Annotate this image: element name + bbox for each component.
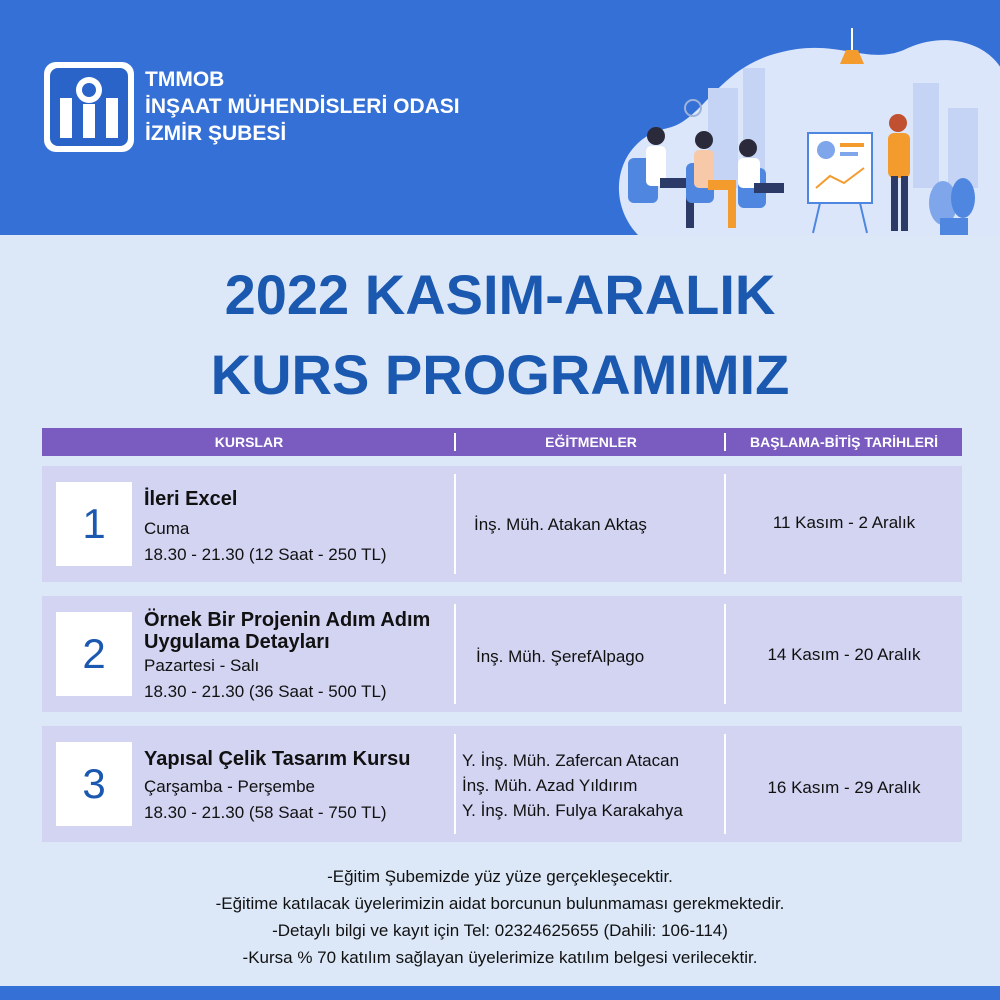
trainers-list: [476, 644, 738, 669]
trainer-name: Y. İnş. Müh. Zafercan Atacan: [462, 751, 680, 770]
note-line: -Eğitime katılacak üyelerimizin aidat borcunun bulunmaması gerekmektedir.: [215, 894, 785, 913]
course-time: 18.30 - 21.30 (12 Saat - 250 TL): [144, 545, 387, 564]
course-name: Yapısal Çelik Tasarım Kursu: [144, 748, 411, 770]
note-line: -Eğitim Şubemizde yüz yüze gerçekleşecektir.: [327, 867, 673, 886]
notes-section: [0, 863, 1000, 971]
course-time: 18.30 - 21.30 (36 Saat - 500 TL): [144, 682, 387, 701]
header-trainers: EĞİTMENLER: [545, 434, 637, 450]
trainers-list: [462, 748, 724, 823]
course-dates: 11 Kasım - 2 Aralık: [772, 513, 916, 532]
page-title-line-2: KURS PROGRAMIMIZ: [210, 343, 790, 406]
footer-bar: [0, 986, 1000, 1000]
org-line-2: İNŞAAT MÜHENDİSLERİ ODASI: [145, 95, 460, 118]
table-row: [42, 466, 962, 582]
row-number: 3: [56, 742, 132, 826]
org-line-3: İZMİR ŞUBESİ: [145, 122, 287, 145]
course-name: Örnek Bir Projenin Adım Adım: [144, 609, 431, 631]
trainer-name: İnş. Müh. Atakan Aktaş: [474, 515, 647, 534]
course-dates: 16 Kasım - 29 Aralık: [767, 778, 921, 797]
header-banner: [0, 0, 1000, 235]
row-number: 2: [56, 612, 132, 696]
course-time: 18.30 - 21.30 (58 Saat - 750 TL): [144, 803, 387, 822]
table-row: [42, 596, 962, 712]
org-line-1: TMMOB: [145, 68, 225, 91]
table-row: [42, 726, 962, 842]
page-title-line-1: 2022 KASIM-ARALIK: [224, 263, 776, 326]
column-divider: [454, 734, 456, 834]
course-name-cont: Uygulama Detayları: [144, 631, 330, 653]
organization-name: [145, 66, 460, 147]
course-days: Çarşamba - Perşembe: [144, 777, 316, 796]
trainer-name: İnş. Müh. Azad Yıldırım: [462, 776, 638, 795]
trainer-name: Y. İnş. Müh. Fulya Karakahya: [462, 801, 683, 820]
course-info: [144, 609, 430, 705]
course-info: [144, 748, 410, 826]
trainers-list: [474, 512, 736, 537]
course-days: Pazartesi - Salı: [144, 656, 260, 675]
column-divider: [454, 474, 456, 574]
course-days: Cuma: [144, 519, 190, 538]
note-line: -Detaylı bilgi ve kayıt için Tel: 02324625655 (Dahili: 106-114): [272, 921, 728, 940]
course-dates: 14 Kasım - 20 Aralık: [767, 645, 921, 664]
column-divider: [454, 604, 456, 704]
imo-logo-icon: [44, 62, 134, 152]
note-line: -Kursa % 70 katılım sağlayan üyelerimize katılım belgesi verilecektir.: [242, 948, 758, 967]
table-header: [42, 428, 962, 456]
header-dates: BAŞLAMA-BİTİŞ TARİHLERİ: [750, 434, 938, 450]
row-number: 1: [56, 482, 132, 566]
meeting-illustration: [608, 28, 1000, 235]
trainer-name: İnş. Müh. ŞerefAlpago: [476, 647, 645, 666]
course-name: İleri Excel: [144, 488, 238, 510]
course-info: [144, 488, 387, 568]
header-courses: KURSLAR: [214, 434, 284, 450]
